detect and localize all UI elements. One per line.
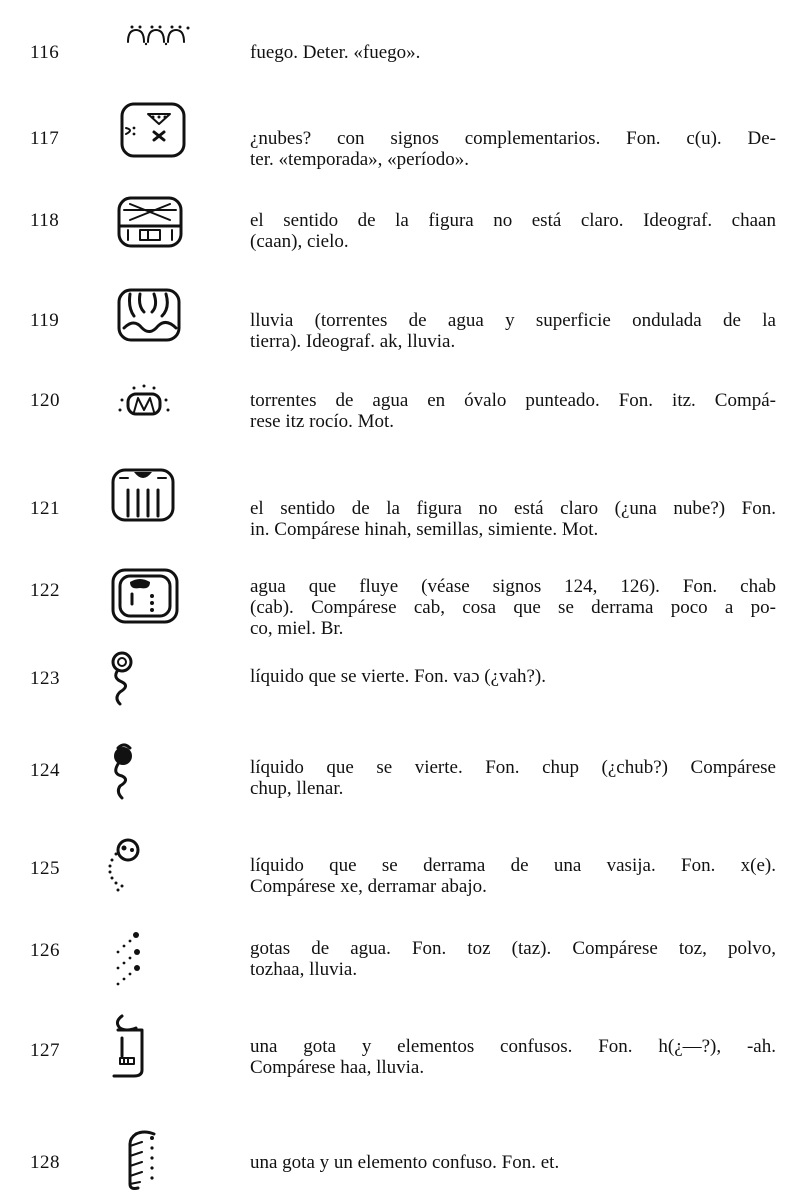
description-line: ter. «temporada», «período». <box>250 149 469 170</box>
entry-number: 122 <box>30 580 60 601</box>
vessel-spill-glyph-icon <box>102 838 192 894</box>
sky-glyph-icon <box>116 196 206 248</box>
description-line: Compárese haa, lluvia. <box>250 1057 425 1078</box>
description-line: líquido que se vierte. Fon. chup (¿chub?) Compárese <box>250 757 776 778</box>
water-drops-glyph-icon <box>110 930 200 988</box>
cloud-glyph-icon <box>118 102 208 158</box>
water-torrent-glyph-icon <box>114 384 204 422</box>
description: fuego. Deter. «fuego». <box>250 42 421 63</box>
description-line: co, miel. Br. <box>250 618 344 639</box>
entry-number: 128 <box>30 1152 60 1173</box>
description-line: ¿nubes? con signos complementarios. Fon. c(u). De- <box>250 128 776 149</box>
description: una gota y un elemento confuso. Fon. et. <box>250 1152 560 1173</box>
pouring-liquid-glyph-icon <box>108 650 198 706</box>
fire-glyph-icon <box>126 24 216 46</box>
description-line: tozhaa, lluvia. <box>250 959 358 980</box>
description-line: torrentes de agua en óvalo punteado. Fon. itz. Compá- <box>250 390 776 411</box>
description-line: agua que fluye (véase signos 124, 126). Fon. chab <box>250 576 776 597</box>
description-line: gotas de agua. Fon. toz (taz). Compárese toz, polvo, <box>250 938 776 959</box>
entry-number: 120 <box>30 390 60 411</box>
description-line: líquido que se derrama de una vasija. Fon. x(e). <box>250 855 776 876</box>
entry-number: 123 <box>30 668 60 689</box>
description-line: in. Compárese hinah, semillas, simiente. Mot. <box>250 519 599 540</box>
description-line: rese itz rocío. Mot. <box>250 411 395 432</box>
entry-number: 119 <box>30 310 60 331</box>
entry-number: 121 <box>30 498 60 519</box>
entry-number: 127 <box>30 1040 60 1061</box>
drop-element-glyph-icon <box>124 1128 214 1192</box>
entry-number: 124 <box>30 760 60 781</box>
description-line: chup, llenar. <box>250 778 344 799</box>
rain-glyph-icon <box>116 288 206 344</box>
entry-number: 125 <box>30 858 60 879</box>
description-line: Compárese xe, derramar abajo. <box>250 876 487 897</box>
entry-number: 118 <box>30 210 60 231</box>
description-line: lluvia (torrentes de agua y superficie ondulada de la <box>250 310 776 331</box>
entry-number: 116 <box>30 42 60 63</box>
seed-glyph-icon <box>110 468 200 524</box>
description-line: tierra). Ideograf. ak, lluvia. <box>250 331 456 352</box>
pouring-liquid-dark-glyph-icon <box>110 744 200 800</box>
description-line: el sentido de la figura no está claro. Ideograf. chaan <box>250 210 776 231</box>
description: líquido que se vierte. Fon. vaɔ (¿vah?). <box>250 666 546 687</box>
description-line: el sentido de la figura no está claro (¿una nube?) Fon. <box>250 498 776 519</box>
flowing-water-glyph-icon <box>110 568 200 624</box>
description-line: una gota y elementos confusos. Fon. h(¿—?), -ah. <box>250 1036 776 1057</box>
description-line: (caan), cielo. <box>250 231 349 252</box>
description-line: (cab). Compárese cab, cosa que se derrama poco a po- <box>250 597 776 618</box>
entry-number: 126 <box>30 940 60 961</box>
drop-confused-glyph-icon <box>108 1012 198 1080</box>
entry-number: 117 <box>30 128 60 149</box>
